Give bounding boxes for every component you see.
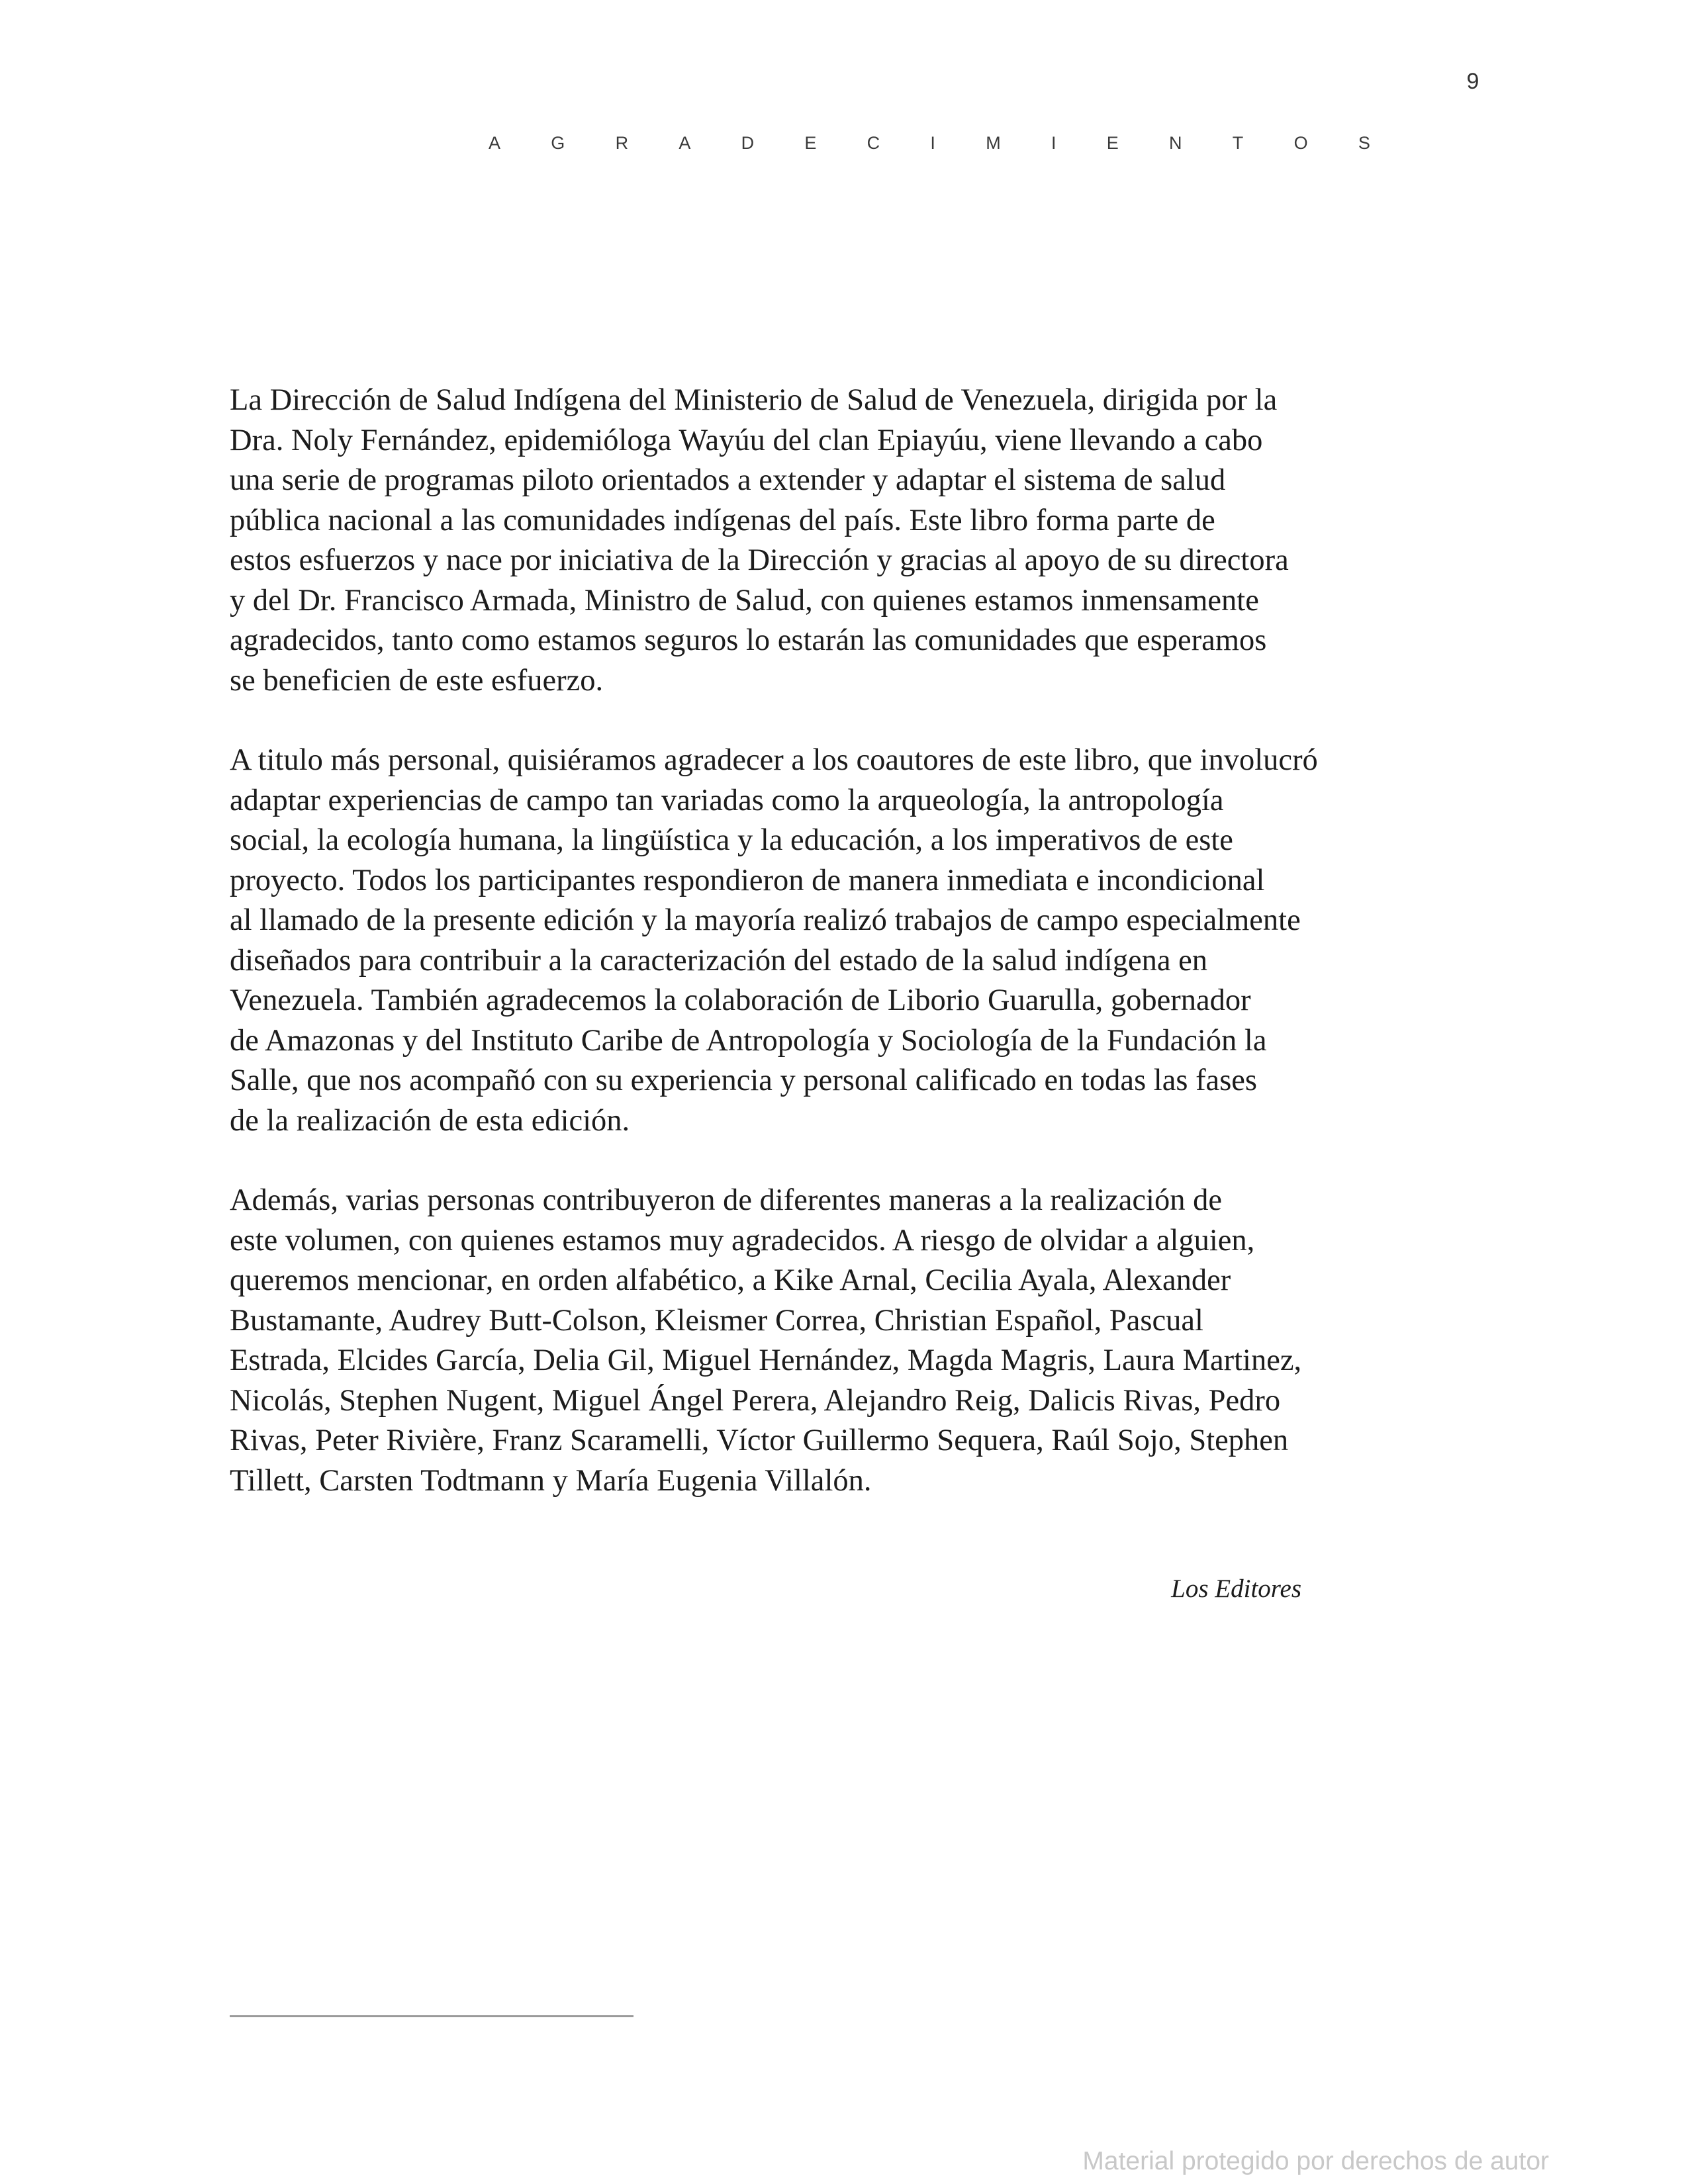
text-line: se beneficien de este esfuerzo. [230,663,604,698]
text-line: pública nacional a las comunidades indígenas del país. Este libro forma parte de [230,503,1215,537]
paragraph-contributors [230,1181,1368,1501]
section-title-letter: E [804,133,817,153]
section-title [489,134,1370,152]
text-line: queremos mencionar, en orden alfabético, a Kike Arnal, Cecilia Ayala, Alexander [230,1263,1231,1297]
footnote-divider [230,2015,633,2017]
section-title-letter: R [615,133,629,153]
text-line: Venezuela. También agradecemos la colaboración de Liborio Guarulla, gobernador [230,983,1251,1017]
text-line: de Amazonas y del Instituto Caribe de Antropología y Sociología de la Fundación la [230,1023,1267,1058]
signature: Los Editores [1171,1574,1301,1603]
text-line: Además, varias personas contribuyeron de diferentes maneras a la realización de [230,1183,1222,1217]
text-line: A titulo más personal, quisiéramos agradecer a los coautores de este libro, que involucró [230,743,1318,777]
text-line: social, la ecología humana, la lingüística y la educación, a los imperativos de este [230,823,1233,857]
section-title-letter: A [489,133,501,153]
section-title-letter: G [551,133,565,153]
text-line: Rivas, Peter Rivière, Franz Scaramelli, Víctor Guillermo Sequera, Raúl Sojo, Stephen [230,1424,1289,1457]
section-title-letter: M [986,133,1001,153]
text-line: Nicolás, Stephen Nugent, Miguel Ángel Perera, Alejandro Reig, Dalicis Rivas, Pedro [230,1383,1281,1418]
text-line: diseñados para contribuir a la caracterización del estado de la salud indígena en [230,943,1208,978]
paragraph-coauthors [230,741,1368,1141]
section-title-letter: O [1293,133,1308,153]
text-line: una serie de programas piloto orientados a extender y adaptar el sistema de salud [230,463,1226,497]
text-line: y del Dr. Francisco Armada, Ministro de Salud, con quienes estamos inmensamente [230,583,1259,617]
body-text [230,381,1368,1541]
text-line: Dra. Noly Fernández, epidemióloga Wayúu del clan Epiayúu, viene llevando a cabo [230,423,1263,457]
section-title-letter: A [679,133,691,153]
text-line: al llamado de la presente edición y la mayoría realizó trabajos de campo especialmente [230,903,1301,937]
text-line: adaptar experiencias de campo tan variadas como la arqueología, la antropología [230,783,1224,817]
text-line: agradecidos, tanto como estamos seguros lo estarán las comunidades que esperamos [230,623,1267,657]
text-line: Bustamante, Audrey Butt-Colson, Kleismer Correa, Christian Español, Pascual [230,1303,1203,1338]
section-title-letter: S [1358,133,1370,153]
text-line: La Dirección de Salud Indígena del Ministerio de Salud de Venezuela, dirigida por la [230,383,1278,417]
section-title-letter: C [867,133,880,153]
section-title-letter: I [1051,133,1056,153]
text-line: Estrada, Elcides García, Delia Gil, Miguel Hernández, Magda Magris, Laura Martinez, [230,1343,1302,1377]
section-title-letter: D [741,133,755,153]
paragraph-directorate [230,381,1368,701]
section-title-letter: E [1106,133,1119,153]
text-line: Salle, que nos acompañó con su experiencia y personal calificado en todas las fases [230,1064,1258,1097]
text-line: de la realización de esta edición. [230,1103,630,1138]
section-title-letter: I [930,133,935,153]
page-number: 9 [1466,69,1479,94]
text-line: Tillett, Carsten Todtmann y María Eugenia Villalón. [230,1463,872,1498]
text-line: proyecto. Todos los participantes respondieron de manera inmediata e incondicional [230,863,1265,897]
section-title-letter: N [1169,133,1182,153]
text-line: estos esfuerzos y nace por iniciativa de la Dirección y gracias al apoyo de su directora [230,543,1289,577]
text-line: este volumen, con quienes estamos muy agradecidos. A riesgo de olvidar a alguien, [230,1223,1255,1257]
section-title-letter: T [1232,133,1244,153]
copyright-watermark: Material protegido por derechos de autor [1082,2147,1549,2175]
